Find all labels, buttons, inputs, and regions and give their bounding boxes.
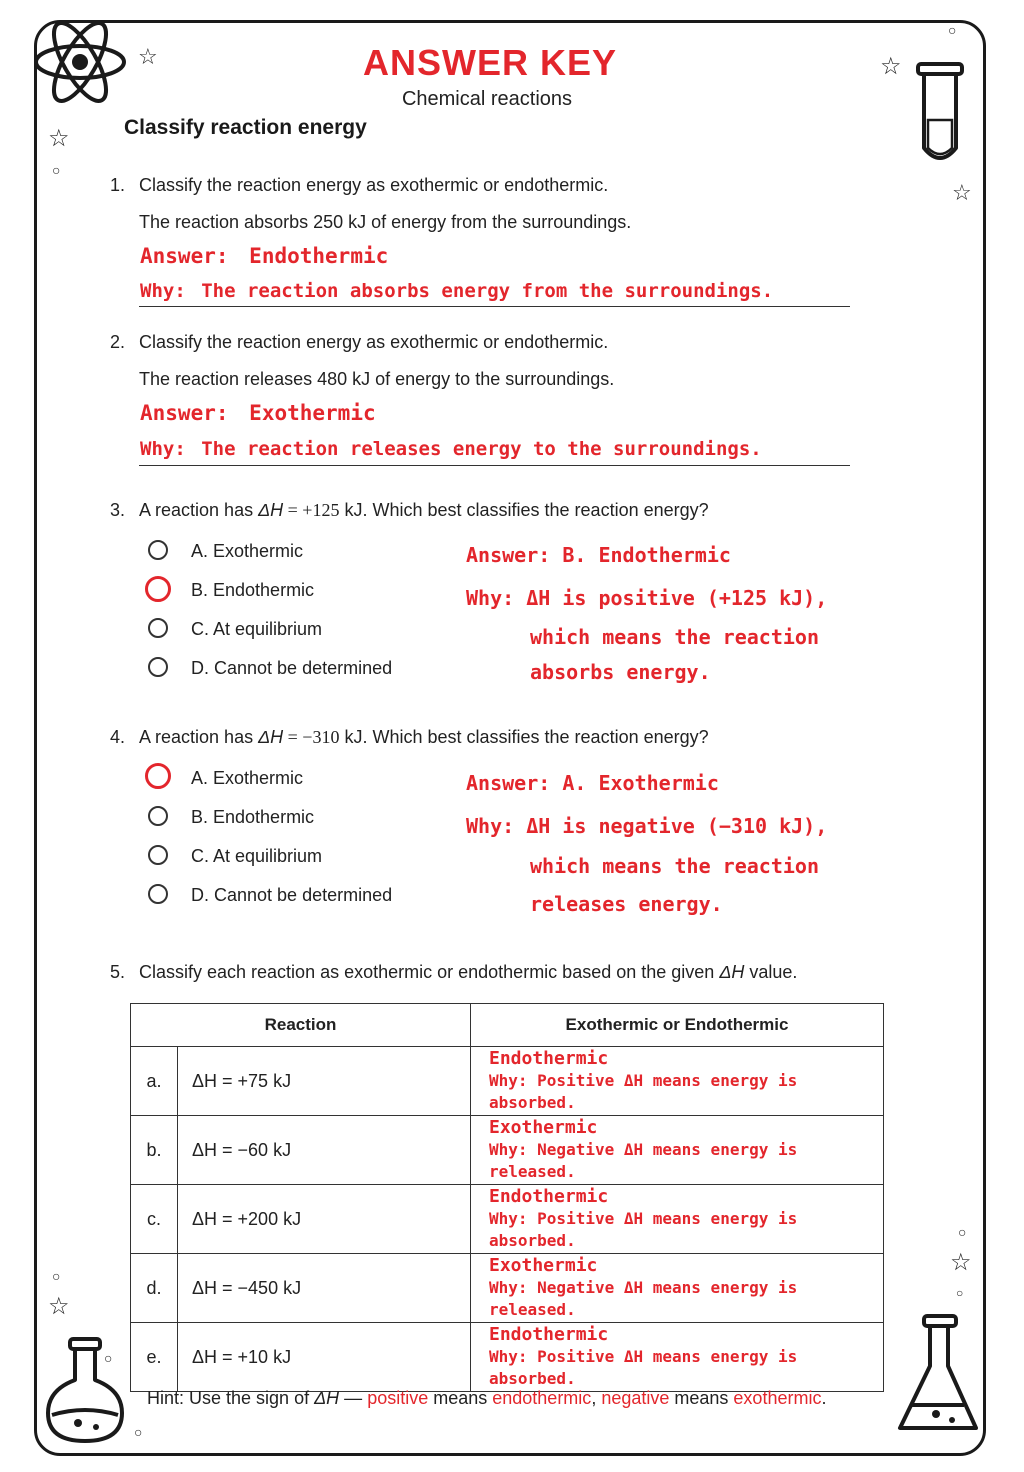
option-c-label: C. At equilibrium bbox=[191, 846, 323, 866]
row-letter: a. bbox=[131, 1047, 178, 1116]
delta-h-symbol: ΔH bbox=[258, 500, 284, 520]
page-subtitle: Chemical reactions bbox=[401, 88, 573, 110]
star-icon: ☆ bbox=[880, 53, 902, 80]
hint-part: means bbox=[669, 1388, 734, 1408]
question-2-detail: The reaction releases 480 kJ of energy to the surroundings. bbox=[139, 369, 615, 389]
prompt-text: value. bbox=[744, 962, 798, 982]
question-3-why-line-1: Why: ΔH is positive (+125 kJ), bbox=[466, 586, 828, 610]
bubble-icon: ○ bbox=[104, 1350, 113, 1366]
delta-h-symbol: ΔH bbox=[258, 727, 284, 747]
question-3-answer: Answer: B. Endothermic bbox=[466, 543, 731, 567]
bubble-icon: ○ bbox=[134, 1424, 143, 1440]
row-answer-value: Endothermic bbox=[489, 1048, 609, 1069]
table-row bbox=[131, 1116, 884, 1185]
row-delta-h: ΔH = −450 kJ bbox=[178, 1254, 471, 1323]
option-a-label: A. Exothermic bbox=[191, 541, 304, 561]
hint-text bbox=[147, 1388, 826, 1409]
answer-line bbox=[139, 465, 850, 466]
question-4-why-line-1: Why: ΔH is negative (−310 kJ), bbox=[466, 814, 828, 838]
hint-part: , bbox=[591, 1388, 602, 1408]
option-b-label: B. Endothermic bbox=[191, 580, 315, 600]
row-answer-value: Exothermic bbox=[489, 1255, 598, 1276]
answer-value: Exothermic bbox=[249, 401, 376, 425]
row-letter: d. bbox=[131, 1254, 178, 1323]
question-3-why-line-3: absorbs energy. bbox=[530, 660, 711, 684]
hint-part: Hint: Use the sign of bbox=[147, 1388, 315, 1408]
page-title: ANSWER KEY bbox=[362, 42, 618, 83]
delta-h-symbol: ΔH bbox=[314, 1388, 340, 1408]
star-icon: ☆ bbox=[48, 1293, 70, 1320]
row-answer-value: Exothermic bbox=[489, 1117, 598, 1138]
row-answer-why: Why: Negative ΔH means energy is released. bbox=[489, 1278, 798, 1319]
option-d-radio[interactable] bbox=[148, 884, 168, 904]
table-header-classification: Exothermic or Endothermic bbox=[471, 1004, 884, 1047]
question-1-number: 1. bbox=[110, 175, 126, 195]
reaction-table bbox=[130, 1003, 884, 1392]
table-header-reaction: Reaction bbox=[131, 1004, 471, 1047]
why-text: The reaction releases energy to the surroundings. bbox=[201, 438, 762, 460]
table-row bbox=[131, 1185, 884, 1254]
option-c-radio[interactable] bbox=[148, 618, 168, 638]
question-2-why bbox=[140, 438, 762, 460]
bubble-icon: ○ bbox=[956, 1286, 964, 1300]
round-flask-icon bbox=[40, 1335, 130, 1447]
prompt-text: kJ. Which best classifies the reaction energy? bbox=[339, 727, 709, 747]
row-answer bbox=[471, 1185, 884, 1254]
row-delta-h: ΔH = −60 kJ bbox=[178, 1116, 471, 1185]
prompt-text: Classify each reaction as exothermic or endothermic based on the given bbox=[139, 962, 720, 982]
question-4-why-line-2: which means the reaction bbox=[530, 854, 819, 878]
question-3-why-line-2: which means the reaction bbox=[530, 625, 819, 649]
answer-label: Answer: bbox=[140, 401, 229, 425]
row-answer-why: Why: Positive ΔH means energy is absorbed. bbox=[489, 1209, 798, 1250]
option-d-radio[interactable] bbox=[148, 657, 168, 677]
prompt-text: A reaction has bbox=[139, 500, 259, 520]
star-icon: ☆ bbox=[952, 180, 972, 205]
row-answer-value: Endothermic bbox=[489, 1186, 609, 1207]
question-4-number: 4. bbox=[110, 727, 126, 747]
question-4-why-line-3: releases energy. bbox=[530, 892, 723, 916]
prompt-text: kJ. Which best classifies the reaction energy? bbox=[339, 500, 709, 520]
question-4-answer: Answer: A. Exothermic bbox=[466, 771, 719, 795]
option-b-radio[interactable] bbox=[148, 806, 168, 826]
question-2-number: 2. bbox=[110, 332, 126, 352]
star-icon: ☆ bbox=[138, 44, 158, 69]
row-answer-why: Why: Positive ΔH means energy is absorbed. bbox=[489, 1347, 798, 1388]
hint-exothermic: exothermic bbox=[733, 1388, 822, 1408]
row-letter: b. bbox=[131, 1116, 178, 1185]
delta-h-symbol: ΔH bbox=[719, 962, 745, 982]
option-a-label: A. Exothermic bbox=[191, 768, 304, 788]
hint-positive: positive bbox=[367, 1388, 429, 1408]
answer-value: Endothermic bbox=[249, 244, 389, 268]
question-1-why bbox=[140, 280, 773, 302]
row-answer bbox=[471, 1254, 884, 1323]
answer-label: Answer: bbox=[140, 244, 229, 268]
option-d-label: D. Cannot be determined bbox=[191, 658, 393, 678]
why-text: The reaction absorbs energy from the surroundings. bbox=[201, 280, 774, 302]
star-icon: ☆ bbox=[950, 1249, 972, 1276]
question-2-answer bbox=[140, 401, 376, 425]
option-a-radio[interactable] bbox=[148, 540, 168, 560]
hint-negative: negative bbox=[601, 1388, 670, 1408]
table-row bbox=[131, 1323, 884, 1392]
delta-h-value: = −310 bbox=[283, 727, 340, 747]
row-answer-why: Why: Positive ΔH means energy is absorbed. bbox=[489, 1071, 798, 1112]
bubble-icon: ○ bbox=[958, 1224, 967, 1240]
conical-flask-icon bbox=[890, 1310, 985, 1440]
hint-endothermic: endothermic bbox=[492, 1388, 592, 1408]
delta-h-value: = +125 bbox=[283, 500, 340, 520]
row-letter: c. bbox=[131, 1185, 178, 1254]
question-2-prompt: Classify the reaction energy as exothermic or endothermic. bbox=[139, 332, 609, 352]
table-row bbox=[131, 1254, 884, 1323]
question-1-detail: The reaction absorbs 250 kJ of energy from the surroundings. bbox=[139, 212, 632, 232]
row-answer-value: Endothermic bbox=[489, 1324, 609, 1345]
question-1-answer bbox=[140, 244, 388, 268]
row-delta-h: ΔH = +75 kJ bbox=[178, 1047, 471, 1116]
row-letter: e. bbox=[131, 1323, 178, 1392]
option-b-radio-selected[interactable] bbox=[145, 576, 171, 602]
question-1-prompt: Classify the reaction energy as exothermic or endothermic. bbox=[139, 175, 609, 195]
question-5-number: 5. bbox=[110, 962, 126, 982]
bubble-icon: ○ bbox=[52, 1268, 61, 1284]
table-row bbox=[131, 1047, 884, 1116]
bubble-icon: ○ bbox=[52, 162, 61, 178]
option-c-label: C. At equilibrium bbox=[191, 619, 323, 639]
table-header-row bbox=[131, 1004, 884, 1047]
question-3-prompt bbox=[139, 500, 709, 521]
hint-part: means bbox=[428, 1388, 493, 1408]
row-answer bbox=[471, 1047, 884, 1116]
option-c-radio[interactable] bbox=[148, 845, 168, 865]
hint-part: — bbox=[339, 1388, 368, 1408]
option-a-radio-selected[interactable] bbox=[145, 763, 171, 789]
hint-part: . bbox=[821, 1388, 827, 1408]
why-label: Why: bbox=[140, 438, 186, 460]
question-5-prompt bbox=[139, 962, 797, 983]
prompt-text: A reaction has bbox=[139, 727, 259, 747]
row-answer-why: Why: Negative ΔH means energy is released. bbox=[489, 1140, 798, 1181]
question-3-number: 3. bbox=[110, 500, 126, 520]
row-delta-h: ΔH = +200 kJ bbox=[178, 1185, 471, 1254]
why-label: Why: bbox=[140, 280, 186, 302]
option-b-label: B. Endothermic bbox=[191, 807, 315, 827]
section-title: Classify reaction energy bbox=[124, 116, 367, 139]
option-d-label: D. Cannot be determined bbox=[191, 885, 393, 905]
answer-line bbox=[139, 306, 850, 307]
row-answer bbox=[471, 1116, 884, 1185]
bubble-icon: ○ bbox=[948, 22, 957, 38]
star-icon: ☆ bbox=[48, 125, 70, 152]
row-delta-h: ΔH = +10 kJ bbox=[178, 1323, 471, 1392]
row-answer bbox=[471, 1323, 884, 1392]
question-4-prompt bbox=[139, 727, 709, 748]
